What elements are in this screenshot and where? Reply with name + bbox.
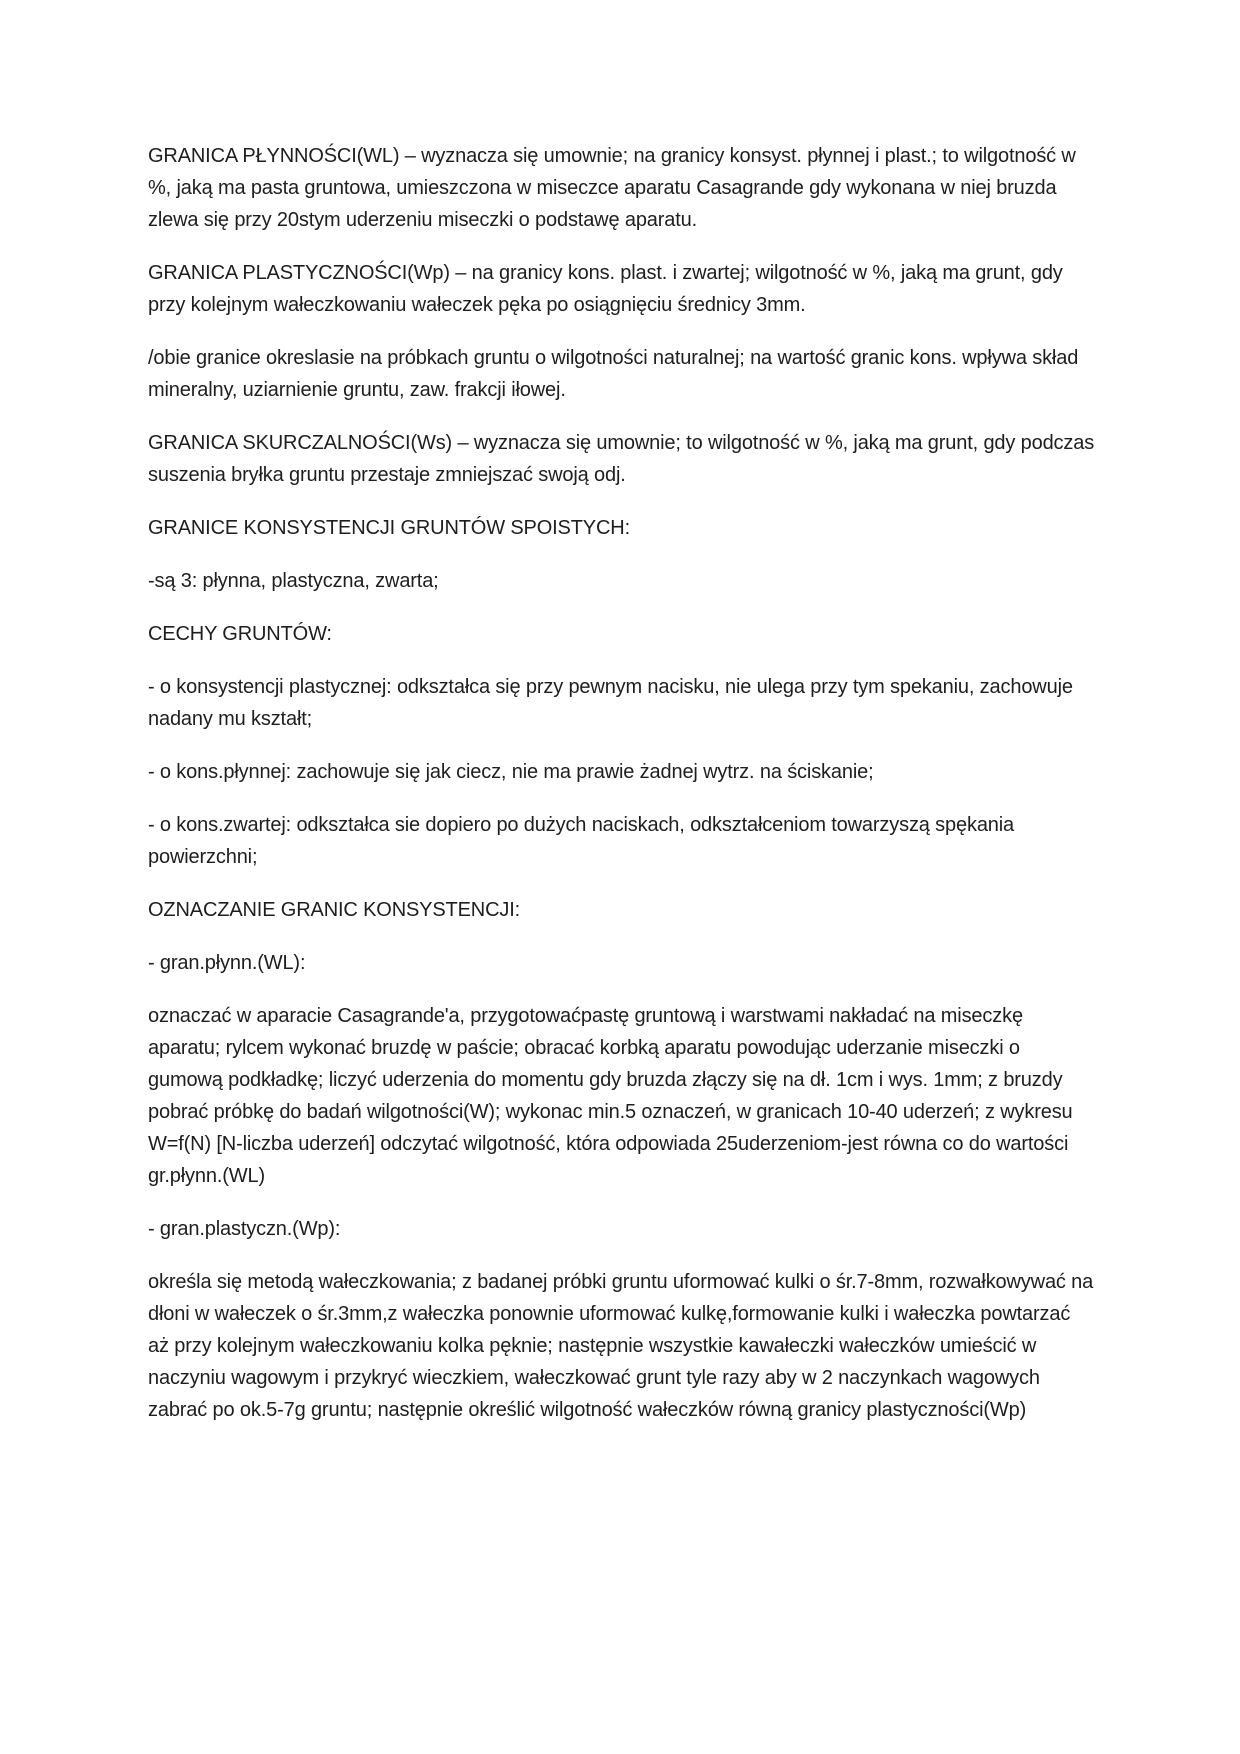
paragraph-granica-plynnosci: GRANICA PŁYNNOŚCI(WL) – wyznacza się umownie; na granicy konsyst. płynnej i plast.; to wilgotność w %, jaką ma pasta gruntowa, umieszczona w miseczce aparatu Casagrande gdy wykonana w niej bruzda zlewa się przy 20stym uderzeniu miseczki o podstawę aparatu.	[148, 145, 1076, 231]
heading-granice-konsystencji: GRANICE KONSYSTENCJI GRUNTÓW SPOISTYCH:	[148, 517, 630, 539]
paragraph-metoda-casagrande: oznaczać w aparacie Casagrande'a, przygotowaćpastę gruntową i warstwami nakładać na miseczkę aparatu; rylcem wykonać bruzdę w paście; obracać korbką aparatu powodując uderzanie miseczki o gumową podkładkę; liczyć uderzenia do momentu gdy bruzda złączy się na dł. 1cm i wys. 1mm; z bruzdy pobrać próbkę do badań wilgotności(W); wykonac min.5 oznaczeń, w granicach 10-40 uderzeń; z wykresu W=f(N) [N-liczba uderzeń] odczytać wilgotność, która odpowiada 25uderzeniom-jest równa co do wartości gr.płynn.(WL)	[148, 1005, 1073, 1187]
paragraph-granica-skurczalnosci: GRANICA SKURCZALNOŚCI(Ws) – wyznacza się umownie; to wilgotność w %, jaką ma grunt, gdy podczas suszenia bryłka gruntu przestaje zmniejszać swoją odj.	[148, 432, 1095, 486]
list-item-plynna: - o kons.płynnej: zachowuje się jak ciecz, nie ma prawie żadnej wytrz. na ściskanie;	[148, 761, 874, 783]
list-item-plastyczna: - o konsystencji plastycznej: odkształca się przy pewnym nacisku, nie ulega przy tym spekaniu, zachowuje nadany mu kształt;	[148, 676, 1073, 730]
subheading-gran-plastyczn: - gran.plastyczn.(Wp):	[148, 1218, 341, 1240]
document-body	[148, 140, 1096, 1447]
heading-cechy-gruntow: CECHY GRUNTÓW:	[148, 623, 332, 645]
paragraph-granica-plastycznosci: GRANICA PLASTYCZNOŚCI(Wp) – na granicy kons. plast. i zwartej; wilgotność w %, jaką ma grunt, gdy przy kolejnym wałeczkowaniu wałeczek pęka po osiągnięciu średnicy 3mm.	[148, 262, 1063, 316]
heading-oznaczanie-granic: OZNACZANIE GRANIC KONSYSTENCJI:	[148, 899, 521, 921]
paragraph-trzy-konsystencje: -są 3: płynna, plastyczna, zwarta;	[148, 570, 439, 592]
paragraph-note-granice: /obie granice okreslasie na próbkach gruntu o wilgotności naturalnej; na wartość granic kons. wpływa skład mineralny, uziarnienie gruntu, zaw. frakcji iłowej.	[148, 347, 1079, 401]
paragraph-metoda-waleczkowania: określa się metodą wałeczkowania; z badanej próbki gruntu uformować kulki o śr.7-8mm, rozwałkowywać na dłoni w wałeczek o śr.3mm,z wałeczka ponownie uformować kulkę,formowanie kulki i wałeczka powtarzać aż przy kolejnym wałeczkowaniu kolka pęknie; następnie wszystkie kawałeczki wałeczków umieścić w naczyniu wagowym i przykryć wieczkiem, wałeczkować grunt tyle razy aby w 2 naczynkach wagowych zabrać po ok.5-7g gruntu; następnie określić wilgotność wałeczków równą granicy plastyczności(Wp)	[148, 1271, 1094, 1421]
list-item-zwarta: - o kons.zwartej: odkształca sie dopiero po dużych naciskach, odkształceniom towarzyszą spękania powierzchni;	[148, 814, 1015, 868]
subheading-gran-plynn: - gran.płynn.(WL):	[148, 952, 306, 974]
